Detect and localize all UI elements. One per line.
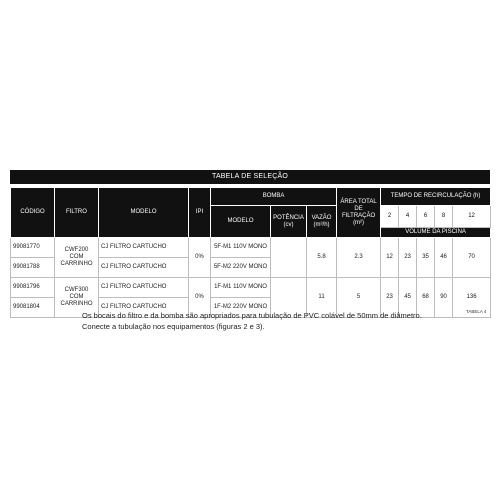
cell-codigo: 99081804: [11, 298, 55, 318]
header-hour-4: 4: [399, 206, 417, 228]
header-bomba: BOMBA: [211, 188, 337, 206]
cell-volume: 68: [417, 278, 435, 318]
cell-vazao: 5.8: [307, 238, 337, 278]
cell-codigo: 99081788: [11, 258, 55, 278]
header-area: ÁREA TOTAL DE FILTRAÇÃO (m²): [337, 188, 381, 238]
selection-table-block: [10, 170, 490, 318]
header-hour-12: 12: [453, 206, 491, 228]
header-bomba-modelo: MODELO: [211, 206, 271, 238]
cell-bomba-modelo: 1F-M2 220V MONO: [211, 298, 271, 318]
cell-modelo: CJ FILTRO CARTUCHO: [99, 258, 189, 278]
notes: [82, 310, 422, 332]
note-line: Conecte a tubulação nos equipamentos (figuras 2 e 3).: [82, 322, 265, 331]
table-row: [11, 238, 491, 258]
cell-bomba-modelo: 5F-M2 220V MONO: [211, 258, 271, 278]
header-hour-8: 8: [435, 206, 453, 228]
header-modelo: MODELO: [99, 188, 189, 238]
cell-filtro: CWF300 COM CARRINHO: [55, 278, 99, 318]
cell-volume: 46: [435, 238, 453, 278]
header-volume: VOLUME DA PISCINA: [381, 228, 491, 238]
header-ipi: IPI: [189, 188, 211, 238]
cell-modelo: CJ FILTRO CARTUCHO: [99, 298, 189, 318]
cell-filtro: CWF200 COM CARRINHO: [55, 238, 99, 278]
header-hour-6: 6: [417, 206, 435, 228]
cell-volume: 35: [417, 238, 435, 278]
header-vazao: VAZÃO (m³/h): [307, 206, 337, 238]
cell-volume: 136: [453, 278, 491, 318]
cell-bomba-modelo: 1F-M1 110V MONO: [211, 278, 271, 298]
cell-modelo: CJ FILTRO CARTUCHO: [99, 238, 189, 258]
header-filtro: FILTRO: [55, 188, 99, 238]
table-tag: TABELA 4: [466, 309, 487, 314]
cell-ipi: 0%: [189, 278, 211, 318]
cell-volume: 12: [381, 238, 399, 278]
cell-codigo: 99081770: [11, 238, 55, 258]
table-title: TABELA DE SELEÇÃO: [10, 170, 490, 184]
header-tempo: TEMPO DE RECIRCULAÇÃO (h): [381, 188, 491, 206]
cell-volume: 23: [399, 238, 417, 278]
cell-area: 5: [337, 278, 381, 318]
cell-modelo: CJ FILTRO CARTUCHO: [99, 278, 189, 298]
cell-volume: 23: [381, 278, 399, 318]
header-hour-2: 2: [381, 206, 399, 228]
table-row: [11, 278, 491, 298]
selection-table: [10, 187, 491, 318]
cell-volume: 90: [435, 278, 453, 318]
cell-volume: 70: [453, 238, 491, 278]
header-codigo: CÓDIGO: [11, 188, 55, 238]
cell-codigo: 99081796: [11, 278, 55, 298]
cell-potencia: [271, 238, 307, 278]
cell-bomba-modelo: 5F-M1 110V MONO: [211, 238, 271, 258]
header-potencia: POTÊNCIA (cv): [271, 206, 307, 238]
note-line: Os bocais do filtro e da bomba são apropriados para tubulação de PVC colável de 50mm de diâmetro.: [82, 311, 422, 320]
cell-ipi: 0%: [189, 238, 211, 278]
cell-vazao: 11: [307, 278, 337, 318]
cell-volume: 45: [399, 278, 417, 318]
cell-area: 2.3: [337, 238, 381, 278]
